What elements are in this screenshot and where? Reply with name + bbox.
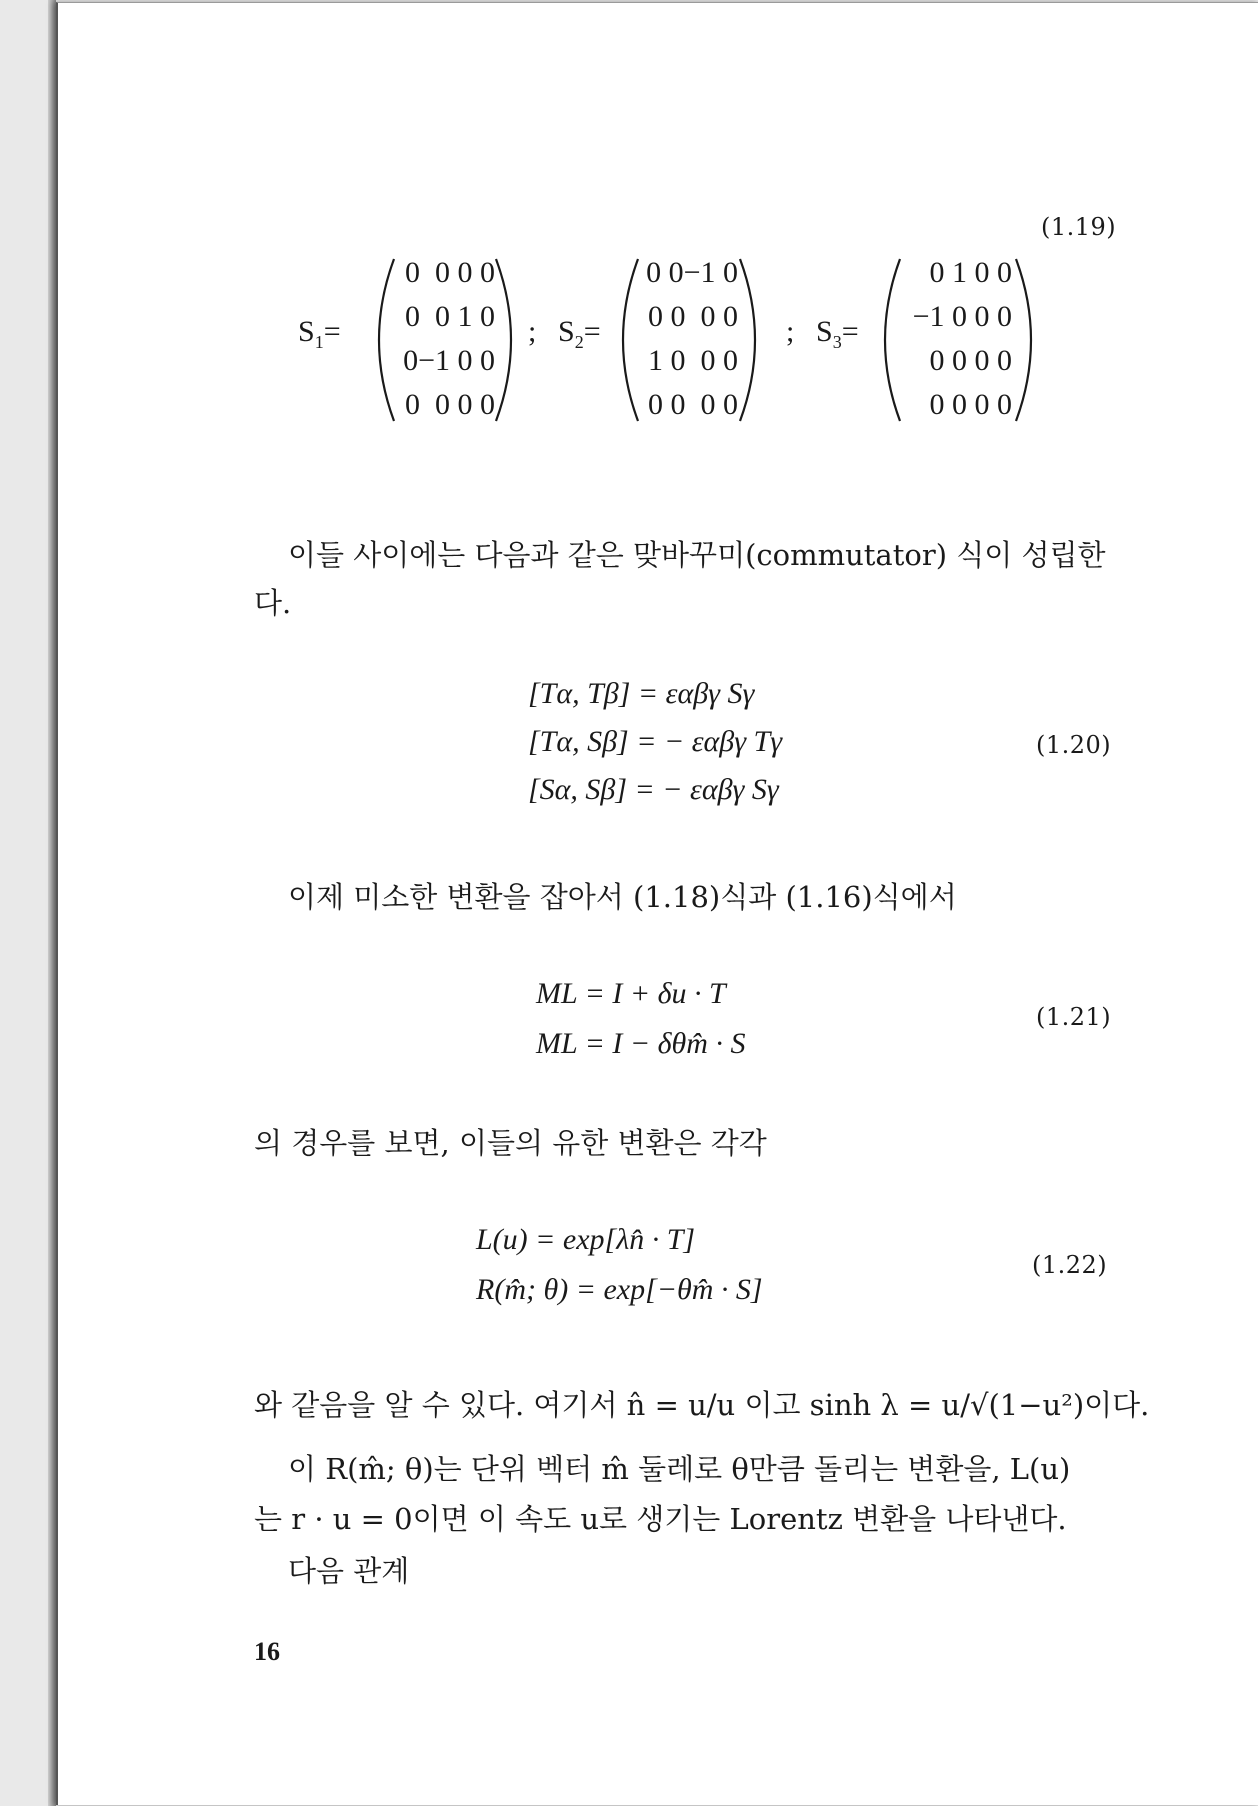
matrix-row: 0 0 0 0 [405,388,495,421]
equation-1-20-line-3: [Sα, Sβ] = − εαβγ Sγ [528,773,779,806]
equation-1-22-line-2: R(m̂; θ) = exp[−θm̂ · S] [476,1273,763,1306]
right-paren-s3 [1010,255,1050,425]
paragraph-5-line-1: 이 R(m̂; θ)는 단위 벡터 m̂ 둘레로 θ만큼 돌리는 변환을, L(u) [288,1452,1071,1486]
matrix-s3 [896,251,1012,427]
right-paren-s2 [734,255,774,425]
matrix-row: 0−1 0 0 [403,344,495,377]
equation-1-20-line-2: [Tα, Sβ] = − εαβγ Tγ [528,725,783,758]
page-number: 16 [254,1637,280,1666]
matrix-row: 0 0−1 0 [646,256,738,289]
matrix-row: 0 0 0 0 [405,256,495,289]
equation-number-1-20: (1.20) [1036,731,1112,759]
paragraph-4: 와 같음을 알 수 있다. 여기서 n̂ = u/u 이고 sinh λ = u/√(1−u²)이다. [254,1388,1150,1422]
matrix-s1 [383,251,495,427]
semicolon: ; [786,315,795,348]
equation-1-21-line-1: ML = I + δu · T [536,977,726,1010]
equation-1-22-line-1: L(u) = exp[λn̂ · T] [476,1223,696,1256]
matrix-row: −1 0 0 0 [912,300,1012,333]
semicolon: ; [528,315,537,348]
equation-number-1-19: (1.19) [1041,213,1117,241]
matrix-label-s2: $S_2=$ [558,315,601,352]
equation-number-1-21: (1.21) [1036,1003,1112,1031]
matrix-row: 0 0 0 0 [929,344,1012,377]
paragraph-5-line-2: 는 r · u = 0이면 이 속도 u로 생기는 Lorentz 변환을 나타낸다. [254,1502,1067,1536]
equation-1-20-line-1: [Tα, Tβ] = εαβγ Sγ [528,677,755,710]
paragraph-6: 다음 관계 [288,1554,410,1588]
paragraph-1-line-2: 다. [254,586,292,620]
matrix-s2 [628,251,738,427]
right-paren-s1 [490,255,530,425]
matrix-row: 0 0 0 0 [648,388,738,421]
matrix-label-s1: $S_1=$ [298,315,341,352]
book-page [56,2,1258,1805]
paragraph-1-line-1: 이들 사이에는 다음과 같은 맞바꾸미(commutator) 식이 성립한 [288,538,1106,572]
matrix-row: 1 0 0 0 [648,344,738,377]
matrix-row: 0 0 1 0 [405,300,495,333]
paragraph-2: 이제 미소한 변환을 잡아서 (1.18)식과 (1.16)식에서 [288,880,957,914]
equation-1-21-line-2: ML = I − δθm̂ · S [536,1027,746,1060]
matrix-row: 0 1 0 0 [929,256,1012,289]
paragraph-3: 의 경우를 보면, 이들의 유한 변환은 각각 [254,1126,767,1160]
matrix-label-s3: $S_3=$ [816,315,859,352]
equation-number-1-22: (1.22) [1032,1251,1108,1279]
page-edge-shadow [48,0,56,1806]
matrix-row: 0 0 0 0 [648,300,738,333]
matrix-row: 0 0 0 0 [929,388,1012,421]
